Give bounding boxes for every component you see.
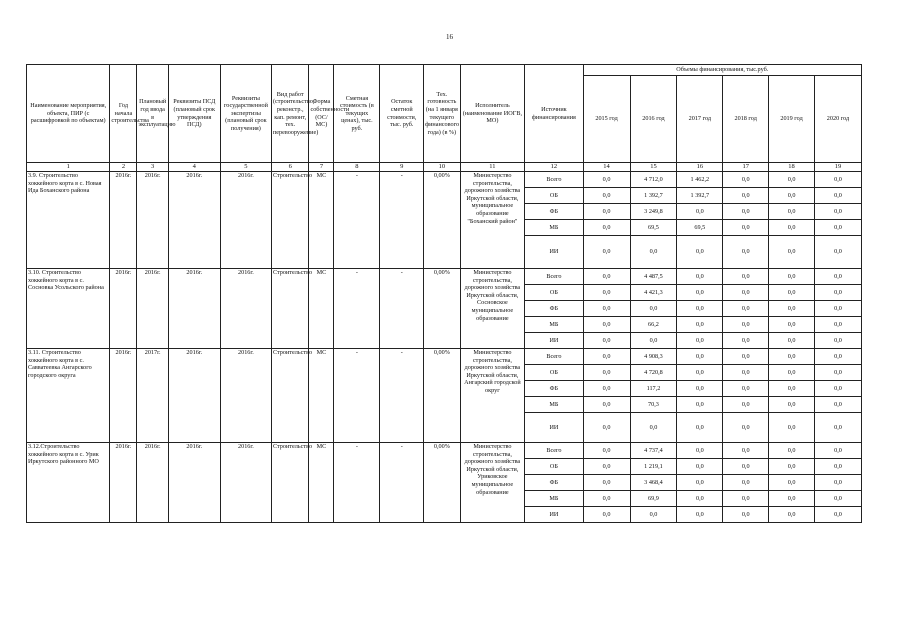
funding-amount: 0,0	[630, 236, 677, 269]
remaining-cost: -	[380, 172, 424, 269]
funding-amount: 0,0	[583, 172, 630, 188]
remaining-cost: -	[380, 269, 424, 349]
funding-amount: 0,0	[677, 475, 723, 491]
estimate-cost: -	[334, 172, 380, 269]
estimate-cost: -	[334, 269, 380, 349]
funding-source: ИИ	[525, 236, 583, 269]
page-number: 16	[446, 33, 453, 41]
funding-source: Всего	[525, 269, 583, 285]
funding-amount: 0,0	[583, 365, 630, 381]
funding-amount: 4 421,3	[630, 285, 677, 301]
funding-amount: 0,0	[677, 333, 723, 349]
funding-amount: 0,0	[677, 301, 723, 317]
funding-amount: 0,0	[769, 381, 815, 397]
funding-amount: 0,0	[814, 491, 861, 507]
planned-year: 2016г.	[137, 172, 168, 269]
estimate-cost: -	[334, 443, 380, 523]
funding-amount: 0,0	[677, 507, 723, 523]
planned-year: 2016г.	[137, 443, 168, 523]
column-number: 1	[27, 163, 110, 172]
funding-amount: 0,0	[769, 443, 815, 459]
col-remaining-header: Остаток сметной стоимости, тыс. руб.	[380, 65, 424, 163]
remaining-cost: -	[380, 349, 424, 443]
year-header: 2015 год	[583, 76, 630, 163]
funding-amount: 0,0	[769, 397, 815, 413]
funding-amount: 4 737,4	[630, 443, 677, 459]
funding-amount: 0,0	[814, 285, 861, 301]
funding-amount: 0,0	[723, 491, 769, 507]
work-type: Строительство	[271, 443, 309, 523]
funding-amount: 1 219,1	[630, 459, 677, 475]
funding-amount: 0,0	[677, 459, 723, 475]
funding-amount: 4 487,5	[630, 269, 677, 285]
funding-amount: 0,0	[677, 443, 723, 459]
funding-amount: 0,0	[723, 475, 769, 491]
funding-amount: 0,0	[583, 220, 630, 236]
executor: Министерство строительства, дорожного хозяйства Иркутской области, Сосновское муниципальное образование	[460, 269, 525, 349]
funding-amount: 0,0	[677, 381, 723, 397]
funding-amount: 69,5	[677, 220, 723, 236]
funding-source: МБ	[525, 220, 583, 236]
funding-amount: 0,0	[583, 317, 630, 333]
col-estimate-header: Сметная стоимость (в текущих ценах), тыс. руб.	[334, 65, 380, 163]
column-number: 15	[630, 163, 677, 172]
column-number: 19	[814, 163, 861, 172]
funding-header: Объемы финансирования, тыс.руб.	[583, 65, 861, 76]
funding-amount: 0,0	[723, 365, 769, 381]
funding-amount: 3 249,8	[630, 204, 677, 220]
funding-amount: 4 720,8	[630, 365, 677, 381]
column-number: 10	[424, 163, 460, 172]
funding-amount: 0,0	[723, 443, 769, 459]
funding-amount: 0,0	[723, 413, 769, 443]
funding-amount: 1 392,7	[677, 188, 723, 204]
column-number: 17	[723, 163, 769, 172]
funding-amount: 0,0	[814, 301, 861, 317]
psd-date: 2016г.	[168, 349, 220, 443]
funding-amount: 0,0	[723, 349, 769, 365]
funding-amount: 0,0	[583, 285, 630, 301]
funding-amount: 0,0	[677, 397, 723, 413]
funding-amount: 0,0	[769, 349, 815, 365]
funding-amount: 0,0	[769, 317, 815, 333]
funding-amount: 0,0	[769, 285, 815, 301]
planned-year: 2016г.	[137, 269, 168, 349]
ownership-form: МС	[309, 172, 334, 269]
readiness-percent: 0,00%	[424, 269, 460, 349]
psd-date: 2016г.	[168, 172, 220, 269]
funding-amount: 0,0	[677, 269, 723, 285]
funding-amount: 0,0	[583, 491, 630, 507]
column-number: 16	[677, 163, 723, 172]
funding-source: ФБ	[525, 301, 583, 317]
expertise-date: 2016г.	[220, 172, 271, 269]
funding-amount: 0,0	[814, 459, 861, 475]
funding-amount: 0,0	[723, 397, 769, 413]
funding-amount: 0,0	[769, 459, 815, 475]
funding-amount: 0,0	[583, 204, 630, 220]
funding-source: МБ	[525, 397, 583, 413]
expertise-date: 2016г.	[220, 269, 271, 349]
column-number-row	[27, 163, 862, 172]
funding-amount: 0,0	[630, 413, 677, 443]
funding-amount: 0,0	[814, 269, 861, 285]
funding-amount: 0,0	[769, 236, 815, 269]
funding-amount: 0,0	[814, 397, 861, 413]
col-start-year-header: Год начала строительства	[110, 65, 137, 163]
funding-amount: 0,0	[723, 269, 769, 285]
column-number: 2	[110, 163, 137, 172]
funding-amount: 0,0	[583, 333, 630, 349]
funding-amount: 0,0	[583, 381, 630, 397]
funding-amount: 69,5	[630, 220, 677, 236]
funding-source: ФБ	[525, 204, 583, 220]
funding-source: ОБ	[525, 459, 583, 475]
start-year: 2016г.	[110, 269, 137, 349]
start-year: 2016г.	[110, 443, 137, 523]
funding-amount: 0,0	[583, 188, 630, 204]
object-name: 3.10. Строительство хоккейного корта в с. Сосновка Усольского района	[27, 269, 110, 349]
ownership-form: МС	[309, 443, 334, 523]
col-psd-header: Реквизиты ПСД (плановый срок утверждения ПСД)	[168, 65, 220, 163]
funding-amount: 0,0	[769, 188, 815, 204]
funding-amount: 0,0	[583, 301, 630, 317]
col-expertise-header: Реквизиты государственной экспертизы (плановый срок получения)	[220, 65, 271, 163]
funding-source: МБ	[525, 317, 583, 333]
funding-amount: 69,9	[630, 491, 677, 507]
object-name: 3.12.Строительство хоккейного корта в с. Урик Иркутского районного МО	[27, 443, 110, 523]
column-number: 4	[168, 163, 220, 172]
year-header: 2016 год	[630, 76, 677, 163]
funding-amount: 0,0	[769, 220, 815, 236]
funding-amount: 0,0	[583, 349, 630, 365]
funding-amount: 0,0	[769, 475, 815, 491]
funding-amount: 0,0	[814, 507, 861, 523]
funding-amount: 0,0	[723, 333, 769, 349]
funding-amount: 0,0	[583, 236, 630, 269]
col-executor-header: Исполнитель (наименование ИОГВ, МО)	[460, 65, 525, 163]
start-year: 2016г.	[110, 349, 137, 443]
readiness-percent: 0,00%	[424, 349, 460, 443]
funding-amount: 117,2	[630, 381, 677, 397]
funding-amount: 1 462,2	[677, 172, 723, 188]
column-number: 8	[334, 163, 380, 172]
year-header: 2020 год	[814, 76, 861, 163]
funding-amount: 0,0	[630, 507, 677, 523]
column-number: 18	[769, 163, 815, 172]
funding-amount: 0,0	[769, 507, 815, 523]
psd-date: 2016г.	[168, 269, 220, 349]
year-header: 2019 год	[769, 76, 815, 163]
col-work-type-header: Вид работ (строительство, реконстр., кап. ремонт, тех. перевооружение)	[271, 65, 309, 163]
object-name: 3.11. Строительство хоккейного корта в с. Савватеевка Ангарского городского округа	[27, 349, 110, 443]
funding-amount: 4 908,3	[630, 349, 677, 365]
funding-amount: 0,0	[814, 413, 861, 443]
funding-amount: 0,0	[769, 301, 815, 317]
start-year: 2016г.	[110, 172, 137, 269]
work-type: Строительство	[271, 349, 309, 443]
funding-amount: 0,0	[769, 413, 815, 443]
funding-amount: 0,0	[769, 491, 815, 507]
funding-amount: 0,0	[723, 204, 769, 220]
table-row	[27, 269, 862, 285]
ownership-form: МС	[309, 269, 334, 349]
funding-source: Всего	[525, 349, 583, 365]
funding-amount: 0,0	[814, 365, 861, 381]
funding-source: Всего	[525, 443, 583, 459]
funding-amount: 0,0	[630, 333, 677, 349]
year-header: 2017 год	[677, 76, 723, 163]
investment-table	[26, 64, 862, 523]
col-planned-year-header: Плановый год ввода в эксплуатацию	[137, 65, 168, 163]
funding-amount: 0,0	[677, 236, 723, 269]
column-number: 7	[309, 163, 334, 172]
readiness-percent: 0,00%	[424, 443, 460, 523]
executor: Министерство строительства, дорожного хозяйства Иркутской области, муниципальное образование "Боханский район"	[460, 172, 525, 269]
funding-amount: 0,0	[583, 443, 630, 459]
funding-amount: 0,0	[677, 349, 723, 365]
funding-amount: 1 392,7	[630, 188, 677, 204]
funding-source: ФБ	[525, 475, 583, 491]
funding-amount: 0,0	[814, 443, 861, 459]
funding-amount: 0,0	[769, 333, 815, 349]
funding-amount: 0,0	[677, 285, 723, 301]
funding-source: ИИ	[525, 413, 583, 443]
funding-amount: 0,0	[723, 381, 769, 397]
expertise-date: 2016г.	[220, 443, 271, 523]
funding-amount: 0,0	[814, 317, 861, 333]
funding-source: Всего	[525, 172, 583, 188]
funding-amount: 0,0	[814, 220, 861, 236]
funding-amount: 0,0	[769, 204, 815, 220]
funding-amount: 0,0	[814, 172, 861, 188]
executor: Министерство строительства, дорожного хозяйства Иркутской области, Ангарский городской округ	[460, 349, 525, 443]
col-name-header: Наименование мероприятия, объекта, ПИР (с расшифровкой по объектам)	[27, 65, 110, 163]
funding-source: ОБ	[525, 285, 583, 301]
funding-amount: 3 468,4	[630, 475, 677, 491]
funding-amount: 0,0	[583, 397, 630, 413]
funding-source: ОБ	[525, 188, 583, 204]
funding-amount: 66,2	[630, 317, 677, 333]
funding-amount: 0,0	[814, 188, 861, 204]
funding-source: ФБ	[525, 381, 583, 397]
funding-amount: 0,0	[677, 413, 723, 443]
object-name: 3.9. Строительство хоккейного корта в с. Новая Ида Боханского района	[27, 172, 110, 269]
funding-amount: 0,0	[583, 269, 630, 285]
funding-amount: 0,0	[677, 317, 723, 333]
funding-amount: 0,0	[723, 507, 769, 523]
funding-amount: 0,0	[814, 475, 861, 491]
psd-date: 2016г.	[168, 443, 220, 523]
funding-amount: 0,0	[723, 285, 769, 301]
funding-amount: 0,0	[677, 204, 723, 220]
funding-amount: 0,0	[769, 172, 815, 188]
table-row	[27, 349, 862, 365]
funding-amount: 4 712,0	[630, 172, 677, 188]
column-number: 3	[137, 163, 168, 172]
funding-amount: 0,0	[723, 317, 769, 333]
funding-amount: 0,0	[583, 459, 630, 475]
funding-amount: 0,0	[814, 381, 861, 397]
funding-amount: 0,0	[677, 491, 723, 507]
column-number: 6	[271, 163, 309, 172]
funding-amount: 0,0	[723, 236, 769, 269]
column-number: 5	[220, 163, 271, 172]
funding-amount: 0,0	[583, 413, 630, 443]
column-number: 11	[460, 163, 525, 172]
planned-year: 2017г.	[137, 349, 168, 443]
funding-amount: 0,0	[583, 507, 630, 523]
funding-amount: 0,0	[723, 172, 769, 188]
estimate-cost: -	[334, 349, 380, 443]
remaining-cost: -	[380, 443, 424, 523]
funding-amount: 0,0	[723, 220, 769, 236]
executor: Министерство строительства, дорожного хозяйства Иркутской области, Уриковское муниципальное образование	[460, 443, 525, 523]
col-source-header: Источник финансирования	[525, 65, 583, 163]
col-ownership-header: Форма собственности (ОС/МС)	[309, 65, 334, 163]
readiness-percent: 0,00%	[424, 172, 460, 269]
work-type: Строительство	[271, 269, 309, 349]
work-type: Строительство	[271, 172, 309, 269]
funding-source: ИИ	[525, 333, 583, 349]
funding-amount: 0,0	[769, 269, 815, 285]
ownership-form: МС	[309, 349, 334, 443]
expertise-date: 2016г.	[220, 349, 271, 443]
year-header: 2018 год	[723, 76, 769, 163]
funding-amount: 0,0	[630, 301, 677, 317]
table-row	[27, 443, 862, 459]
funding-amount: 0,0	[723, 188, 769, 204]
funding-amount: 0,0	[814, 236, 861, 269]
column-number: 9	[380, 163, 424, 172]
funding-amount: 0,0	[769, 365, 815, 381]
funding-amount: 0,0	[677, 365, 723, 381]
col-readiness-header: Тех. готовность (на 1 января текущего финансового года) (в %)	[424, 65, 460, 163]
funding-amount: 0,0	[814, 349, 861, 365]
funding-source: ИИ	[525, 507, 583, 523]
funding-amount: 0,0	[723, 301, 769, 317]
funding-amount: 70,3	[630, 397, 677, 413]
funding-amount: 0,0	[814, 333, 861, 349]
funding-source: ОБ	[525, 365, 583, 381]
funding-amount: 0,0	[814, 204, 861, 220]
funding-source: МБ	[525, 491, 583, 507]
funding-amount: 0,0	[723, 459, 769, 475]
funding-amount: 0,0	[583, 475, 630, 491]
column-number: 12	[525, 163, 583, 172]
table-row	[27, 172, 862, 188]
column-number: 14	[583, 163, 630, 172]
